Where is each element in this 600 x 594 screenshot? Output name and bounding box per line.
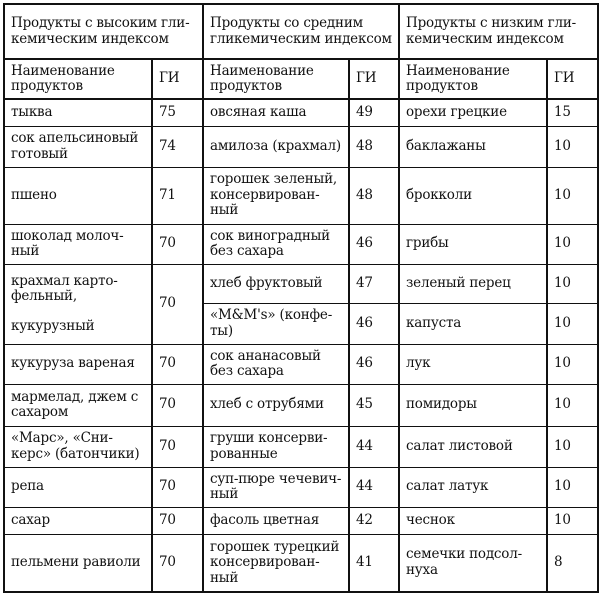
medium-name: сок ананасовый без сахара xyxy=(203,344,349,384)
low-name: баклажаны xyxy=(399,126,547,167)
high-name: «Марс», «Сни-керс» (батончики) xyxy=(4,426,152,467)
low-name: орехи грецкие xyxy=(399,99,547,126)
low-gi: 10 xyxy=(547,303,598,344)
medium-name: овсяная каша xyxy=(203,99,349,126)
high-name-line2: кукурузный xyxy=(11,317,95,334)
table-row xyxy=(4,507,598,534)
high-name xyxy=(4,264,152,344)
table-row xyxy=(4,426,598,467)
high-name: сок апельсиновый готовый xyxy=(4,126,152,167)
high-gi: 70 xyxy=(152,534,203,592)
group-header-medium: Продукты со средним гликемическим индексом xyxy=(203,4,399,59)
low-gi: 10 xyxy=(547,126,598,167)
high-gi: 70 xyxy=(152,426,203,467)
medium-gi: 46 xyxy=(349,344,399,384)
table-row xyxy=(4,99,598,126)
col-header-gi-high: ГИ xyxy=(152,59,203,99)
low-name: капуста xyxy=(399,303,547,344)
high-gi: 70 xyxy=(152,384,203,426)
medium-gi: 42 xyxy=(349,507,399,534)
col-header-gi-medium: ГИ xyxy=(349,59,399,99)
medium-name: горошек турецкий консервирован-ный xyxy=(203,534,349,592)
medium-gi: 44 xyxy=(349,467,399,507)
table-row xyxy=(4,224,598,264)
medium-gi: 48 xyxy=(349,167,399,224)
table-row xyxy=(4,534,598,592)
high-gi: 70 xyxy=(152,344,203,384)
glycemic-index-table xyxy=(3,3,599,593)
low-gi: 10 xyxy=(547,384,598,426)
high-gi: 70 xyxy=(152,507,203,534)
low-gi: 10 xyxy=(547,167,598,224)
low-gi: 10 xyxy=(547,224,598,264)
high-name: репа xyxy=(4,467,152,507)
low-gi: 15 xyxy=(547,99,598,126)
medium-name: фасоль цветная xyxy=(203,507,349,534)
high-name: тыква xyxy=(4,99,152,126)
medium-name: горошек зеленый, консервирован-ный xyxy=(203,167,349,224)
table-row xyxy=(4,344,598,384)
medium-gi: 46 xyxy=(349,224,399,264)
low-gi: 10 xyxy=(547,264,598,303)
medium-gi: 44 xyxy=(349,426,399,467)
high-name: пшено xyxy=(4,167,152,224)
table-row xyxy=(4,467,598,507)
high-gi: 71 xyxy=(152,167,203,224)
high-name-line1: крахмал карто-фельный, xyxy=(11,272,118,305)
table-row xyxy=(4,167,598,224)
low-name: чеснок xyxy=(399,507,547,534)
low-name: салат листовой xyxy=(399,426,547,467)
low-name: грибы xyxy=(399,224,547,264)
medium-name: груши консерви-рованные xyxy=(203,426,349,467)
low-name: семечки подсол-нуха xyxy=(399,534,547,592)
high-name: кукуруза вареная xyxy=(4,344,152,384)
high-gi: 75 xyxy=(152,99,203,126)
medium-name: хлеб фруктовый xyxy=(203,264,349,303)
medium-gi: 48 xyxy=(349,126,399,167)
low-gi: 10 xyxy=(547,344,598,384)
medium-name: «M&M's» (конфе-ты) xyxy=(203,303,349,344)
table-row xyxy=(4,384,598,426)
low-name: салат латук xyxy=(399,467,547,507)
high-gi: 70 xyxy=(152,467,203,507)
low-gi: 10 xyxy=(547,507,598,534)
low-gi: 10 xyxy=(547,467,598,507)
high-name: шоколад молоч-ный xyxy=(4,224,152,264)
low-name: помидоры xyxy=(399,384,547,426)
low-name: брокколи xyxy=(399,167,547,224)
group-header-row xyxy=(4,4,598,59)
low-name: зеленый перец xyxy=(399,264,547,303)
medium-gi: 49 xyxy=(349,99,399,126)
group-header-high: Продукты с высоким гли-кемическим индексом xyxy=(4,4,203,59)
low-name: лук xyxy=(399,344,547,384)
high-gi: 70 xyxy=(152,264,203,344)
medium-name: амилоза (крахмал) xyxy=(203,126,349,167)
high-name: пельмени равиоли xyxy=(4,534,152,592)
medium-name: сок виноградный без сахара xyxy=(203,224,349,264)
table-row xyxy=(4,126,598,167)
medium-gi: 46 xyxy=(349,303,399,344)
col-header-name-high: Наименование продуктов xyxy=(4,59,152,99)
medium-gi: 45 xyxy=(349,384,399,426)
high-name: сахар xyxy=(4,507,152,534)
col-header-name-medium: Наименование продуктов xyxy=(203,59,349,99)
medium-name: хлеб с отрубями xyxy=(203,384,349,426)
high-name: мармелад, джем с сахаром xyxy=(4,384,152,426)
medium-gi: 47 xyxy=(349,264,399,303)
group-header-low: Продукты с низким гли-кемическим индексом xyxy=(399,4,598,59)
low-gi: 10 xyxy=(547,426,598,467)
table-row xyxy=(4,264,598,303)
col-header-gi-low: ГИ xyxy=(547,59,598,99)
column-header-row xyxy=(4,59,598,99)
low-gi: 8 xyxy=(547,534,598,592)
col-header-name-low: Наименование продуктов xyxy=(399,59,547,99)
high-gi: 70 xyxy=(152,224,203,264)
high-gi: 74 xyxy=(152,126,203,167)
medium-name: суп-пюре чечевич-ный xyxy=(203,467,349,507)
medium-gi: 41 xyxy=(349,534,399,592)
